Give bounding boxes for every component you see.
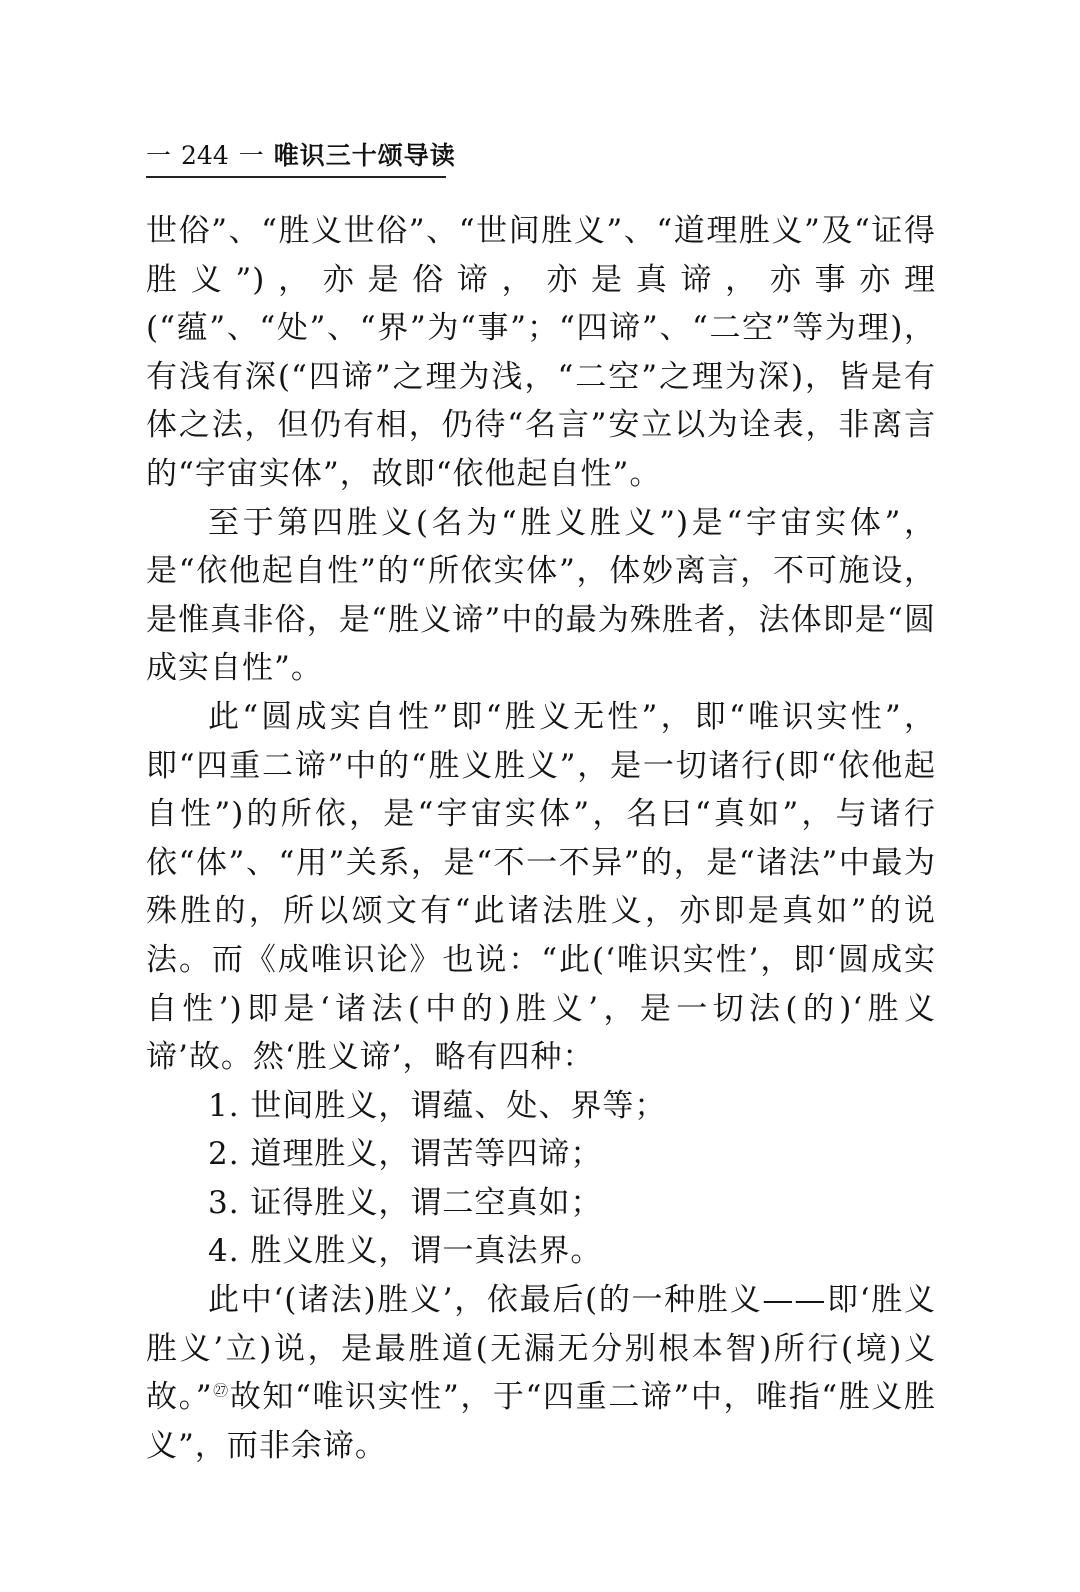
book-title: 唯识三十颂导读 [273,141,456,170]
closing-text-continued: 故知“唯识实性”，于“四重二谛”中，唯指“胜义胜义”，而非余谛。 [146,1379,936,1464]
list-item: 1. 世间胜义，谓蕴、处、界等； [208,1087,667,1124]
closing-text: 此中‘(诸法)胜义’，依最后(的一种胜义——即‘胜义胜义’立)说，是最胜道(无漏无分别根本智)所行(境)义故。” [146,1282,936,1416]
body-text [146,207,936,1470]
paragraph-closing [146,1276,936,1470]
list-item: 4. 胜义胜义，谓一真法界。 [208,1233,603,1270]
header-dash-right: 一 [238,141,264,170]
footnote-marker[interactable]: ㉗ [212,1381,230,1400]
list-item: 3. 证得胜义，谓二空真如； [208,1184,603,1221]
paragraph: 至于第四胜义(名为“胜义胜义”)是“宇宙实体”，是“依他起自性”的“所依实体”，体妙离言，不可施设，是惟真非俗，是“胜义谛”中的最为殊胜者，法体即是“圆成实自性”。 [146,504,936,687]
numbered-list [146,1082,936,1276]
paragraph: 此“圆成实自性”即“胜义无性”，即“唯识实性”，即“四重二谛”中的“胜义胜义”，是一切诸行(即“依他起自性”)的所依，是“宇宙实体”，名曰“真如”，与诸行依“体”、“用”关系，是“不一不异”的，是“诸法”中最为殊胜的，所以颂文有“此诸法胜义，亦即是真如”的说法。而《成唯识论》也说：“此(‘唯识实性’，即‘圆成实自性’)即是‘诸法(中的)胜义’，是一切法(的)‘胜义谛’故。然‘胜义谛’，略有四种： [146,698,936,1076]
list-item: 2. 道理胜义，谓苦等四谛； [208,1136,603,1173]
page-number: 244 [181,141,229,170]
running-head [146,140,456,178]
header-dash-left: 一 [146,141,172,170]
paragraph-continued: 世俗”、“胜义世俗”、“世间胜义”、“道理胜义”及“证得胜义”)，亦是俗谛，亦是真谛，亦事亦理(“蕴”、“处”、“界”为“事”；“四谛”、“二空”等为理)，有浅有深(“四谛”之理为浅，“二空”之理为深)，皆是有体之法，但仍有相，仍待“名言”安立以为诠表，非离言的“宇宙实体”，故即“依他起自性”。 [146,213,936,492]
